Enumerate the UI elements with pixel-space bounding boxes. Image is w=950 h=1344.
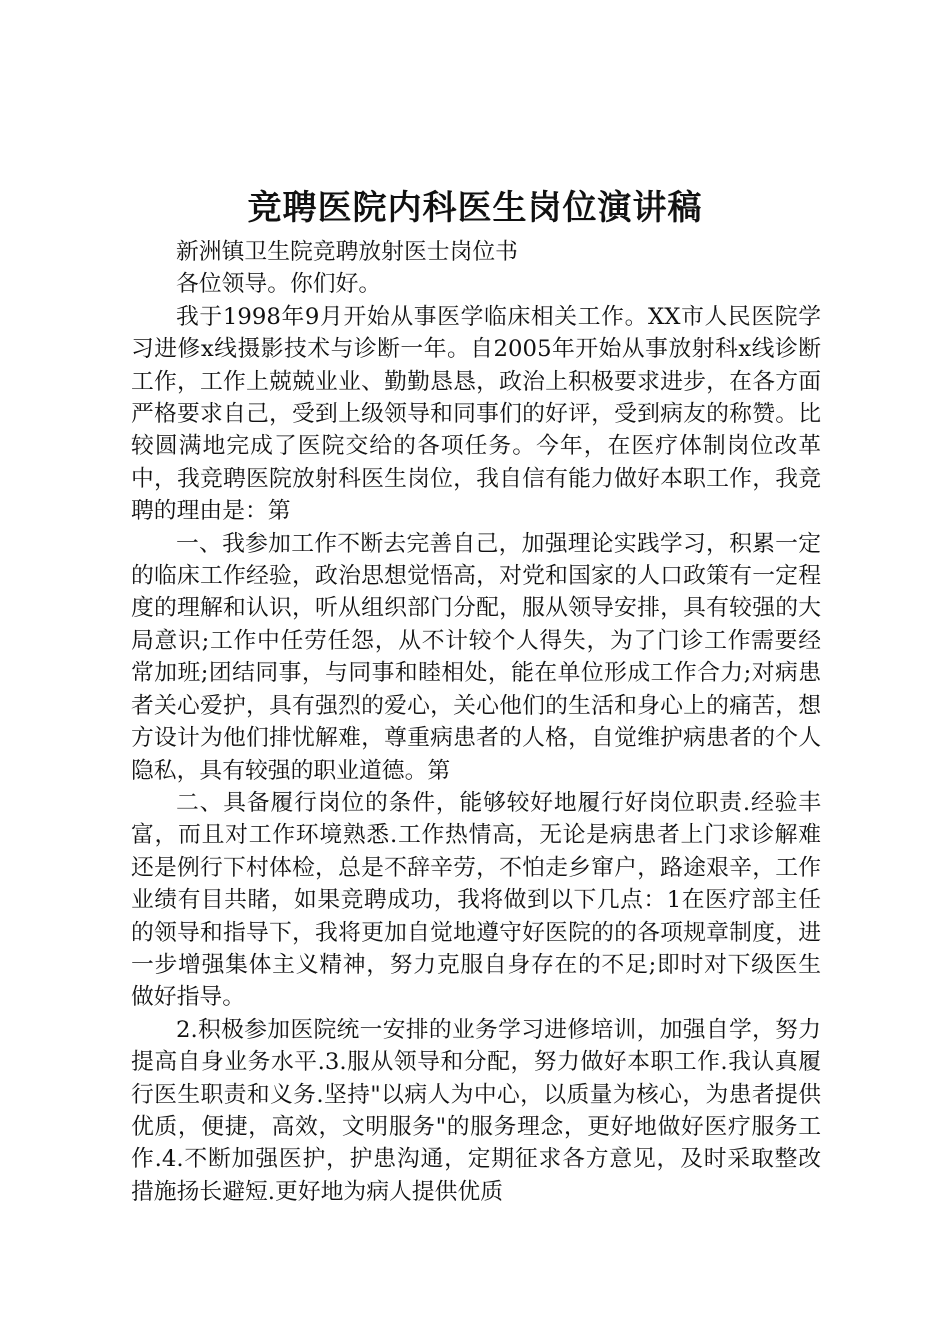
paragraph-subtitle: 新洲镇卫生院竞聘放射医士岗位书 — [176, 239, 518, 265]
paragraph-intro: 我于1998年9月开始从事医学临床相关工作。XX市人民医院学习进修x线摄影技术与诊断一年。自2005年开始从事放射科x线诊断工作，工作上兢兢业业、勤勤恳恳，政治上积极要求进步，在各方面严格要求自己，受到上级领导和同事们的好评，受到病友的称赞。比较圆满地完成了医院交给的各项任务。今年，在医疗体制岗位改革中，我竞聘医院放射科医生岗位，我自信有能力做好本职工作，我竞聘的理由是：第 — [131, 303, 821, 525]
document-title: 竞聘医院内科医生岗位演讲稿 — [247, 188, 703, 228]
paragraph-point-one: 一、我参加工作不断去完善自己，加强理论实践学习，积累一定的临床工作经验，政治思想觉悟高，对党和国家的人口政策有一定程度的理解和认识，听从组织部门分配，服从领导安排，具有较强的大局意识;工作中任劳任怨，从不计较个人得失，为了门诊工作需要经常加班;团结同事，与同事和睦相处，能在单位形成工作合力;对病患者关心爱护，具有强烈的爱心，关心他们的生活和身心上的痛苦，想方设计为他们排忧解难，尊重病患者的人格，自觉维护病患者的个人隐私，具有较强的职业道德。第 — [131, 530, 821, 784]
paragraph-commitments: 2.积极参加医院统一安排的业务学习进修培训，加强自学，努力提高自身业务水平.3.服从领导和分配，努力做好本职工作.我认真履行医生职责和义务.坚持"以病人为中心，以质量为核心，为患者提供优质，便捷，高效，文明服务"的服务理念，更好地做好医疗服务工作.4.不断加强医护，护患沟通，定期征求各方意见，及时采取整改措施扬长避短.更好地为病人提供优质 — [131, 1016, 821, 1205]
document-body — [131, 236, 821, 1208]
paragraph-greeting: 各位领导。你们好。 — [176, 271, 382, 298]
paragraph-point-two: 二、具备履行岗位的条件，能够较好地履行好岗位职责.经验丰富，而且对工作环境熟悉.工作热情高，无论是病患者上门求诊解难还是例行下村体检，总是不辞辛劳，不怕走乡窜户，路途艰辛，工作业绩有目共睹，如果竞聘成功，我将做到以下几点：1在医疗部主任的领导和指导下，我将更加自觉地遵守好医院的的各项规章制度，进一步增强集体主义精神，努力克服自身存在的不足;即时对下级医生做好指导。 — [131, 789, 821, 1011]
